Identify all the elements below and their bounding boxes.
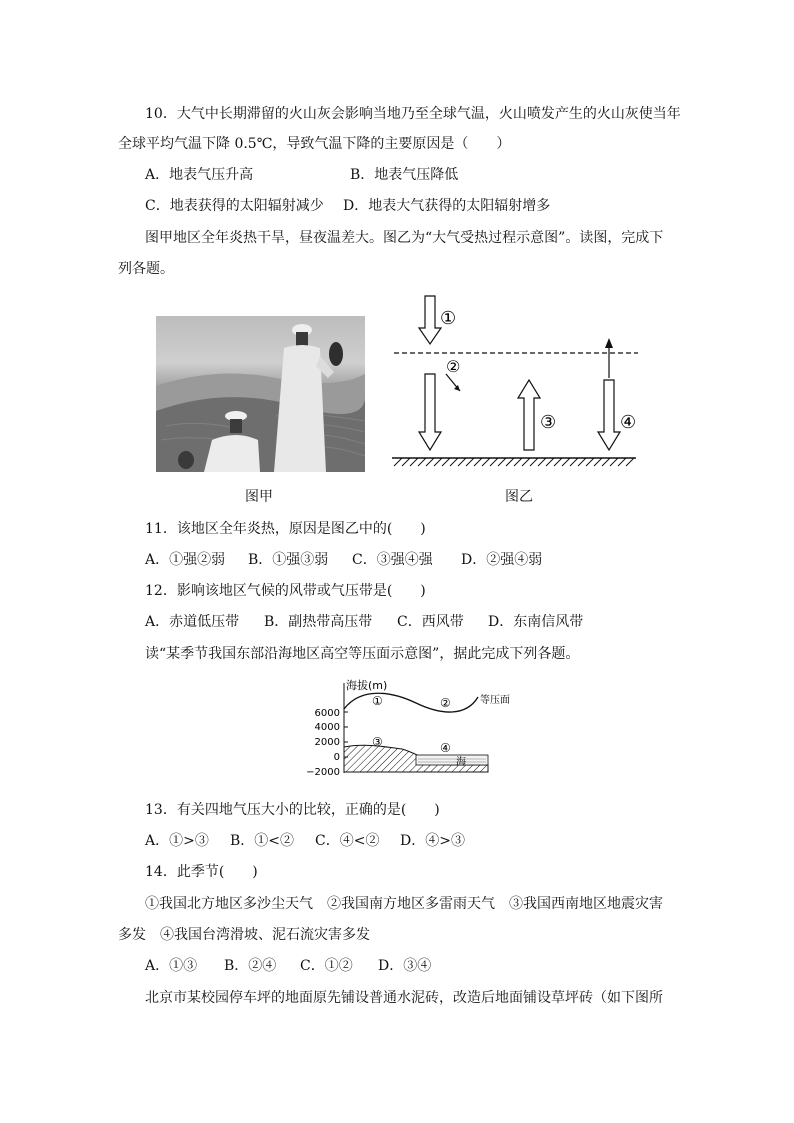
isobar-axis-title: 海拔(m) <box>346 679 388 692</box>
q14-option-d: D．③④ <box>378 958 432 974</box>
q12-stem: 12．影响该地区气候的风带或气压带是( ) <box>145 583 426 599</box>
label-4: ④ <box>620 412 637 433</box>
q13-option-c: C．④<② <box>315 833 380 849</box>
isobar-curve <box>344 693 478 712</box>
ground-hatching <box>394 458 634 466</box>
q12-option-c: C．西风带 <box>397 614 464 630</box>
isobar-curve-label: 等压面 <box>480 695 510 706</box>
q11-option-a: A．①强②弱 <box>145 552 226 568</box>
isobar-tick-neg2000: −2000 <box>306 767 340 778</box>
q13-option-a: A．①>③ <box>145 833 209 849</box>
q14-option-b: B．②④ <box>224 958 277 974</box>
label-1: ① <box>440 308 457 329</box>
q14-stem: 14．此季节( ) <box>145 864 258 880</box>
intro1-line2: 列各题。 <box>118 261 174 277</box>
q11-option-b: B．①强③弱 <box>248 552 329 568</box>
caption-figure-jia: 图甲 <box>245 489 273 505</box>
isobar-point-3: ③ <box>372 735 383 749</box>
q13-stem: 13．有关四地气压大小的比较，正确的是( ) <box>145 802 440 818</box>
isobar-diagram <box>306 677 516 779</box>
arrow-1 <box>419 296 441 344</box>
q10-stem-line2: 全球平均气温下降 0.5℃，导致气温下降的主要原因是（ ） <box>118 136 511 152</box>
isobar-tick-2000: 2000 <box>314 737 340 748</box>
q10-option-b: B．地表气压降低 <box>350 167 459 183</box>
q12-option-d: D．东南信风带 <box>488 614 584 630</box>
isobar-point-1: ① <box>372 694 383 708</box>
label-3: ③ <box>540 412 557 433</box>
isobar-tick-6000: 6000 <box>314 708 340 719</box>
q13-option-b: B．①<② <box>230 833 295 849</box>
q12-option-b: B．副热带高压带 <box>264 614 373 630</box>
isobar-point-4: ④ <box>440 741 451 755</box>
q11-stem: 11．该地区全年炎热，原因是图乙中的( ) <box>145 521 426 537</box>
q14-option-c: C．①② <box>300 958 353 974</box>
q10-option-a: A．地表气压升高 <box>145 167 254 183</box>
isobar-sea-label: 海 <box>456 757 466 768</box>
arrow-2-head <box>454 385 460 391</box>
q14-statements-line2: 多发 ④我国台湾滑坡、泥石流灾害多发 <box>118 927 370 943</box>
q14-option-a: A．①③ <box>145 958 198 974</box>
isobar-tick-4000: 4000 <box>314 722 340 733</box>
q10-option-c: C．地表获得的太阳辐射减少 <box>145 198 324 214</box>
arrow-thin-up-head <box>605 338 613 348</box>
isobar-tick-0: 0 <box>333 752 340 763</box>
desert-photo <box>156 316 365 472</box>
arrow-3 <box>518 380 540 450</box>
q13-option-d: D．④>③ <box>400 833 465 849</box>
isobar-sea <box>416 755 488 765</box>
arrow-4 <box>598 380 620 450</box>
q11-option-c: C．③强④强 <box>352 552 433 568</box>
intro2: 读“某季节我国东部沿海地区高空等压面示意图”，据此完成下列各题。 <box>145 646 580 662</box>
q12-option-a: A．赤道低压带 <box>145 614 240 630</box>
q10-stem-line1: 10．大气中长期滞留的火山灰会影响当地乃至全球气温，火山喷发产生的火山灰使当年 <box>145 106 681 122</box>
q11-option-d: D．②强④弱 <box>461 552 543 568</box>
closing-paragraph: 北京市某校园停车坪的地面原先铺设普通水泥砖，改造后地面铺设草坪砖（如下图所 <box>145 990 663 1006</box>
label-2: ② <box>446 357 461 376</box>
q14-statements-line1: ①我国北方地区多沙尘天气 ②我国南方地区多雷雨天气 ③我国西南地区地震灾害 <box>145 896 663 912</box>
atmosphere-heating-diagram <box>388 292 640 472</box>
q10-option-d: D．地表大气获得的太阳辐射增多 <box>343 198 551 214</box>
caption-figure-yi: 图乙 <box>505 489 533 505</box>
isobar-point-2: ② <box>440 696 451 710</box>
intro1-line1: 图甲地区全年炎热干旱，昼夜温差大。图乙为“大气受热过程示意图”。读图，完成下 <box>145 230 664 246</box>
arrow-solar-surface <box>419 374 441 450</box>
